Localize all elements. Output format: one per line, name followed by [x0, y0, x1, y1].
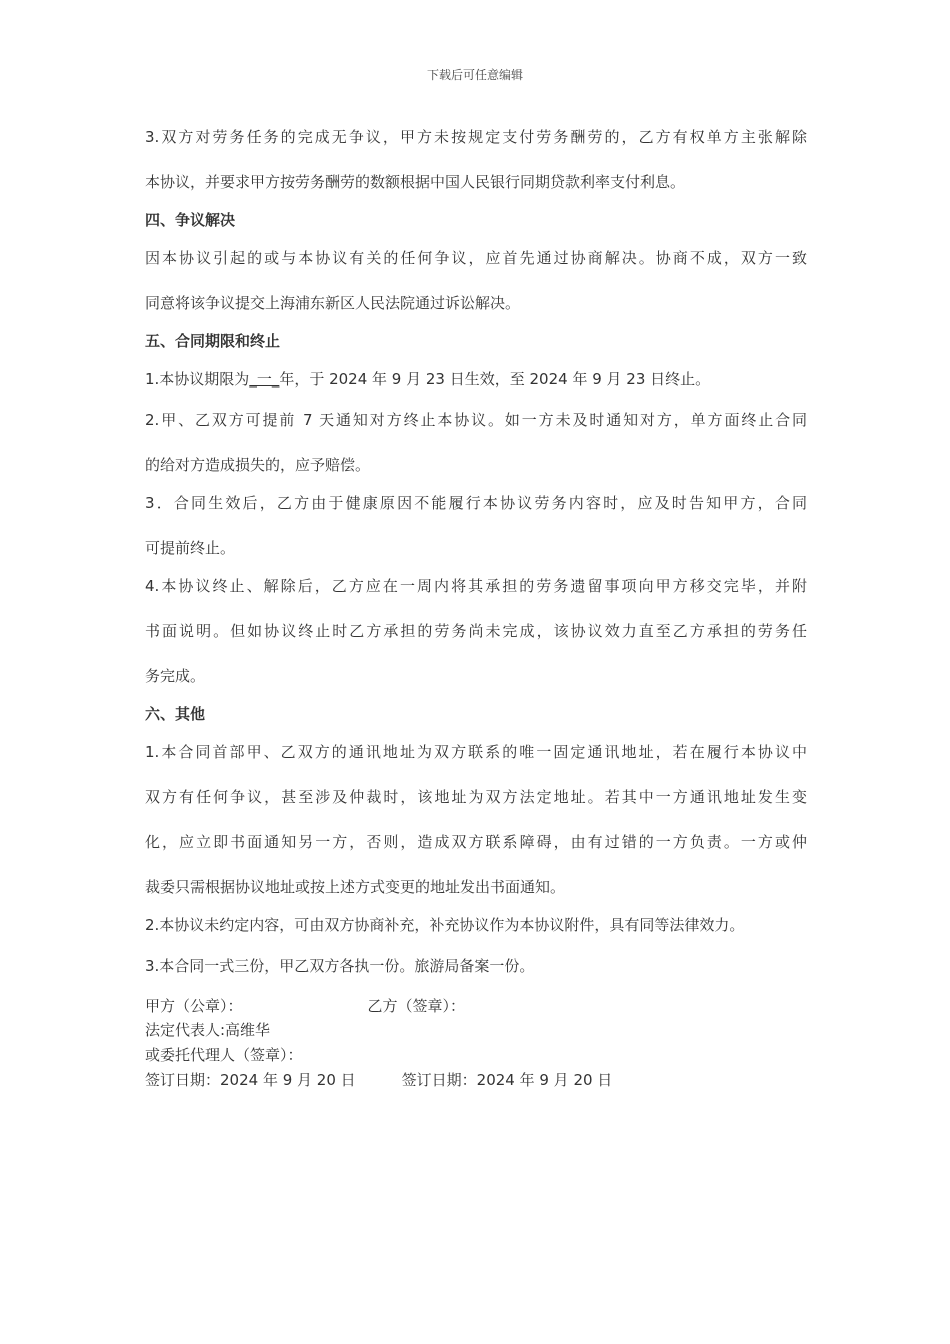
term-years-blank: _一_: [249, 370, 280, 388]
signature-parties-row: [145, 996, 465, 1016]
term-clause-1-suffix: 年，于 2024 年 9 月 23 日生效，至 2024 年 9 月 23 日终止。: [279, 370, 711, 388]
term-clause-4-line-3: 务完成。: [145, 667, 206, 685]
term-clause-3-line-2: 可提前终止。: [145, 539, 236, 557]
other-clause-1-line-2: 双方有任何争议，甚至涉及仲裁时，该地址为双方法定地址。若其中一方通讯地址发生变: [145, 788, 807, 806]
term-clause-3-line-1: 3．合同生效后，乙方由于健康原因不能履行本协议劳务内容时，应及时告知甲方，合同: [145, 494, 807, 512]
term-clause-1-prefix: 1.本协议期限为: [145, 370, 250, 388]
term-clause-2-line-2: 的给对方造成损失的，应予赔偿。: [145, 456, 371, 474]
other-clause-1-line-1: 1.本合同首部甲、乙双方的通讯地址为双方联系的唯一固定通讯地址，若在履行本协议中: [145, 743, 807, 761]
party-a-seal-label: 甲方（公章）：: [145, 997, 243, 1015]
party-a-signing-date: 签订日期：2024 年 9 月 20 日: [145, 1071, 356, 1089]
section-heading-term: 五、合同期限和终止: [145, 332, 281, 350]
term-clause-4-line-2: 书面说明。但如协议终止时乙方承担的劳务尚未完成，该协议效力直至乙方承担的劳务任: [145, 622, 807, 640]
other-clause-1-line-3: 化，应立即书面通知另一方，否则，造成双方联系障碍，由有过错的一方负责。一方或仲: [145, 833, 807, 851]
other-clause-1-line-4: 裁委只需根据协议地址或按上述方式变更的地址发出书面通知。: [145, 878, 566, 896]
signing-dates-row: [145, 1070, 612, 1090]
clause-3-payment-line-2: 本协议，并要求甲方按劳务酬劳的数额根据中国人民银行同期贷款利率支付利息。: [145, 173, 686, 191]
section-heading-dispute: 四、争议解决: [145, 211, 236, 229]
authorized-agent: 或委托代理人（签章）：: [145, 1046, 303, 1064]
dispute-line-2: 同意将该争议提交上海浦东新区人民法院通过诉讼解决。: [145, 294, 521, 312]
other-clause-3: 3.本合同一式三份，甲乙双方各执一份。旅游局备案一份。: [145, 957, 535, 975]
term-clause-4-line-1: 4.本协议终止、解除后，乙方应在一周内将其承担的劳务遗留事项向甲方移交完毕，并附: [145, 577, 807, 595]
clause-3-payment-line-1: 3.双方对劳务任务的完成无争议，甲方未按规定支付劳务酬劳的，乙方有权单方主张解除: [145, 128, 807, 146]
other-clause-2: 2.本协议未约定内容，可由双方协商补充，补充协议作为本协议附件，具有同等法律效力。: [145, 916, 745, 934]
term-clause-1: [145, 369, 710, 389]
header-note: 下载后可任意编辑: [426, 68, 523, 82]
section-heading-other: 六、其他: [145, 705, 206, 723]
party-b-seal-label: 乙方（签章）：: [367, 997, 466, 1015]
party-b-signing-date: 签订日期：2024 年 9 月 20 日: [401, 1071, 613, 1089]
dispute-line-1: 因本协议引起的或与本协议有关的任何争议，应首先通过协商解决。协商不成，双方一致: [145, 249, 807, 267]
legal-representative: 法定代表人:高维华: [145, 1021, 271, 1039]
term-clause-2-line-1: 2.甲、乙双方可提前 7 天通知对方终止本协议。如一方未及时通知对方，单方面终止合同: [145, 411, 807, 429]
